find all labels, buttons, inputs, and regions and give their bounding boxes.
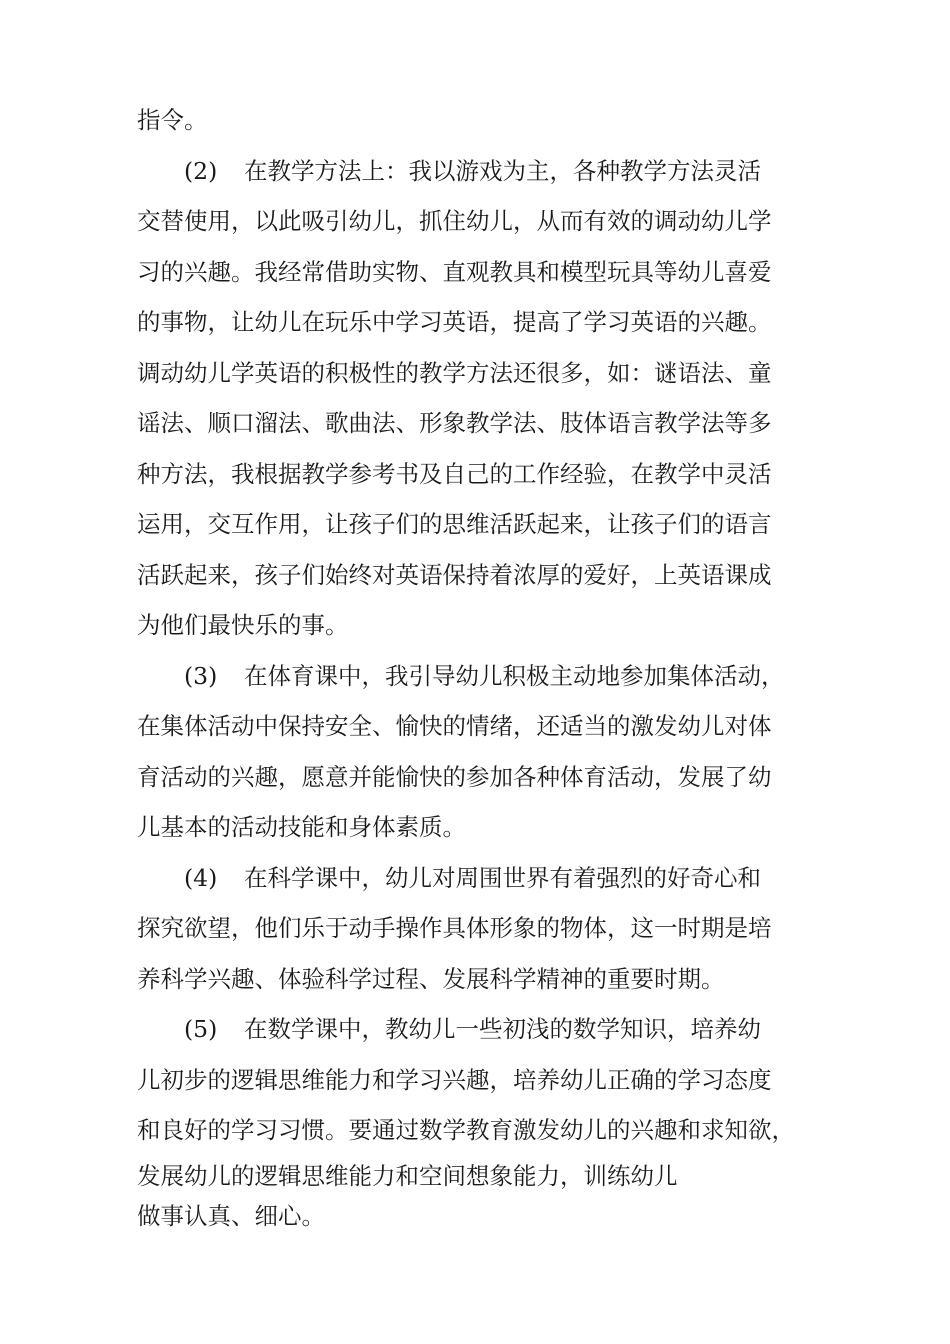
text-line: 儿基本的活动技能和身体素质。 [137, 813, 466, 841]
text-line: 活跃起来，孩子们始终对英语保持着浓厚的爱好，上英语课成 [137, 560, 772, 589]
text-line: 运用，交互作用，让孩子们的思维活跃起来，让孩子们的语言 [137, 510, 772, 538]
text-line: 指令。 [137, 106, 208, 134]
text-line: 在体育课中，我引导幼儿积极主动地参加集体活动， [244, 661, 785, 690]
text-line: 习的兴趣。我经常借助实物、直观教具和模型玩具等幼儿喜爱 [137, 257, 772, 286]
text-line: 谣法、顺口溜法、歌曲法、形象教学法、肢体语言教学法等多 [137, 409, 772, 437]
item-number: (2) [184, 156, 218, 185]
body-text [137, 95, 837, 1236]
text-line: 为他们最快乐的事。 [137, 611, 349, 639]
text-line: 育活动的兴趣，愿意并能愉快的参加各种体育活动，发展了幼 [137, 762, 772, 791]
item-number: (4) [184, 863, 218, 892]
item-number: (5) [184, 1015, 218, 1043]
text-line: 的事物，让幼儿在玩乐中学习英语，提高了学习英语的兴趣。 [137, 308, 772, 336]
text-line: 在数学课中，教幼儿一些初浅的数学知识，培养幼 [244, 1015, 761, 1043]
text-line: 在教学方法上：我以游戏为主，各种教学方法灵活 [244, 156, 761, 185]
text-line: 种方法，我根据教学参考书及自己的工作经验，在教学中灵活 [137, 459, 772, 488]
text-line: 养科学兴趣、体验科学过程、发展科学精神的重要时期。 [137, 964, 725, 993]
text-line: 探究欲望，他们乐于动手操作具体形象的物体，这一时期是培 [137, 914, 772, 942]
item-number: (3) [184, 661, 218, 690]
paragraph-3-first-line [137, 651, 837, 702]
text-line: 发展幼儿的逻辑思维能力和空间想象能力，训练幼儿 [137, 1161, 678, 1190]
paragraph-2-first-line [137, 146, 837, 197]
paragraph-5-first-line [137, 1004, 837, 1055]
paragraph-4-first-line [137, 853, 837, 904]
text-line: 在集体活动中保持安全、愉快的情绪，还适当的激发幼儿对体 [137, 712, 772, 740]
text-line: 做事认真、细心。 [137, 1201, 325, 1230]
text-line: 交替使用，以此吸引幼儿，抓住幼儿，从而有效的调动幼儿学 [137, 207, 772, 235]
text-line: 儿初步的逻辑思维能力和学习兴趣，培养幼儿正确的学习态度 [137, 1065, 772, 1094]
text-line: 和良好的学习习惯。要通过数学教育激发幼儿的兴趣和求知欲， [137, 1116, 795, 1144]
text-line: 在科学课中，幼儿对周围世界有着强烈的好奇心和 [244, 863, 761, 892]
text-line: 调动幼儿学英语的积极性的教学方法还很多，如：谜语法、童 [137, 358, 772, 387]
